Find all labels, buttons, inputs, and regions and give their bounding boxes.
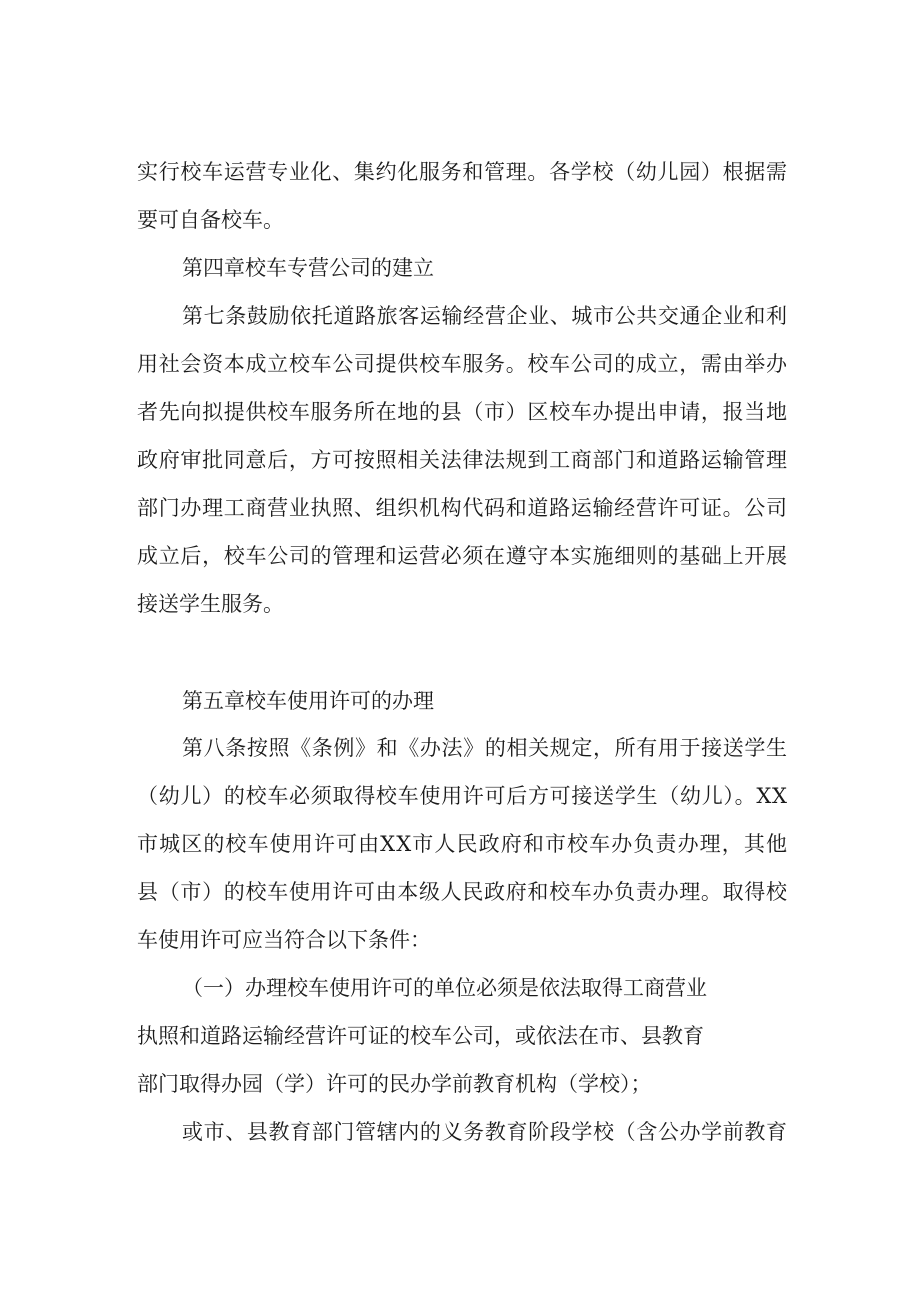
text-line: 成立后，校车公司的管理和运营必须在遵守本实施细则的基础上开展 [137,544,788,568]
text-line: 车使用许可应当符合以下条件： [137,928,431,952]
text-line: 者先向拟提供校车服务所在地的县（市）区校车办提出申请，报当地 [137,400,788,424]
text-line: 实行校车运营专业化、集约化服务和管理。各学校（幼儿园）根据需 [137,160,788,184]
text-line: 部门办理工商营业执照、组织机构代码和道路运输经营许可证。公司 [137,496,788,520]
text-line: 第七条鼓励依托道路旅客运输经营企业、城市公共交通企业和利 [182,304,788,328]
text-line: 市城区的校车使用许可由XX市人民政府和市校车办负责办理，其他 [137,832,789,856]
text-line: 县（市）的校车使用许可由本级人民政府和校车办负责办理。取得校 [137,880,788,904]
text-line: 执照和道路运输经营许可证的校车公司，或依法在市、县教育 [137,1024,704,1048]
text-line: 政府审批同意后，方可按照相关法律法规到工商部门和道路运输管理 [137,448,788,472]
text-line: 用社会资本成立校车公司提供校车服务。校车公司的成立，需由举办 [137,352,788,376]
text-line: （幼儿）的校车必须取得校车使用许可后方可接送学生（幼儿）。XX [137,784,788,808]
text-line: 或市、县教育部门管辖内的义务教育阶段学校（含公办学前教育 [182,1120,788,1144]
chapter-heading: 第四章校车专营公司的建立 [182,256,434,280]
chapter-heading: 第五章校车使用许可的办理 [182,689,434,713]
list-item: （一）办理校车使用许可的单位必须是依法取得工商营业 [182,976,707,1000]
text-line: 要可自备校车。 [137,208,284,232]
text-line: 第八条按照《条例》和《办法》的相关规定，所有用于接送学生 [182,736,788,760]
text-line: 部门取得办园（学）许可的民办学前教育机构（学校）； [137,1072,652,1096]
text-line: 接送学生服务。 [137,592,284,616]
